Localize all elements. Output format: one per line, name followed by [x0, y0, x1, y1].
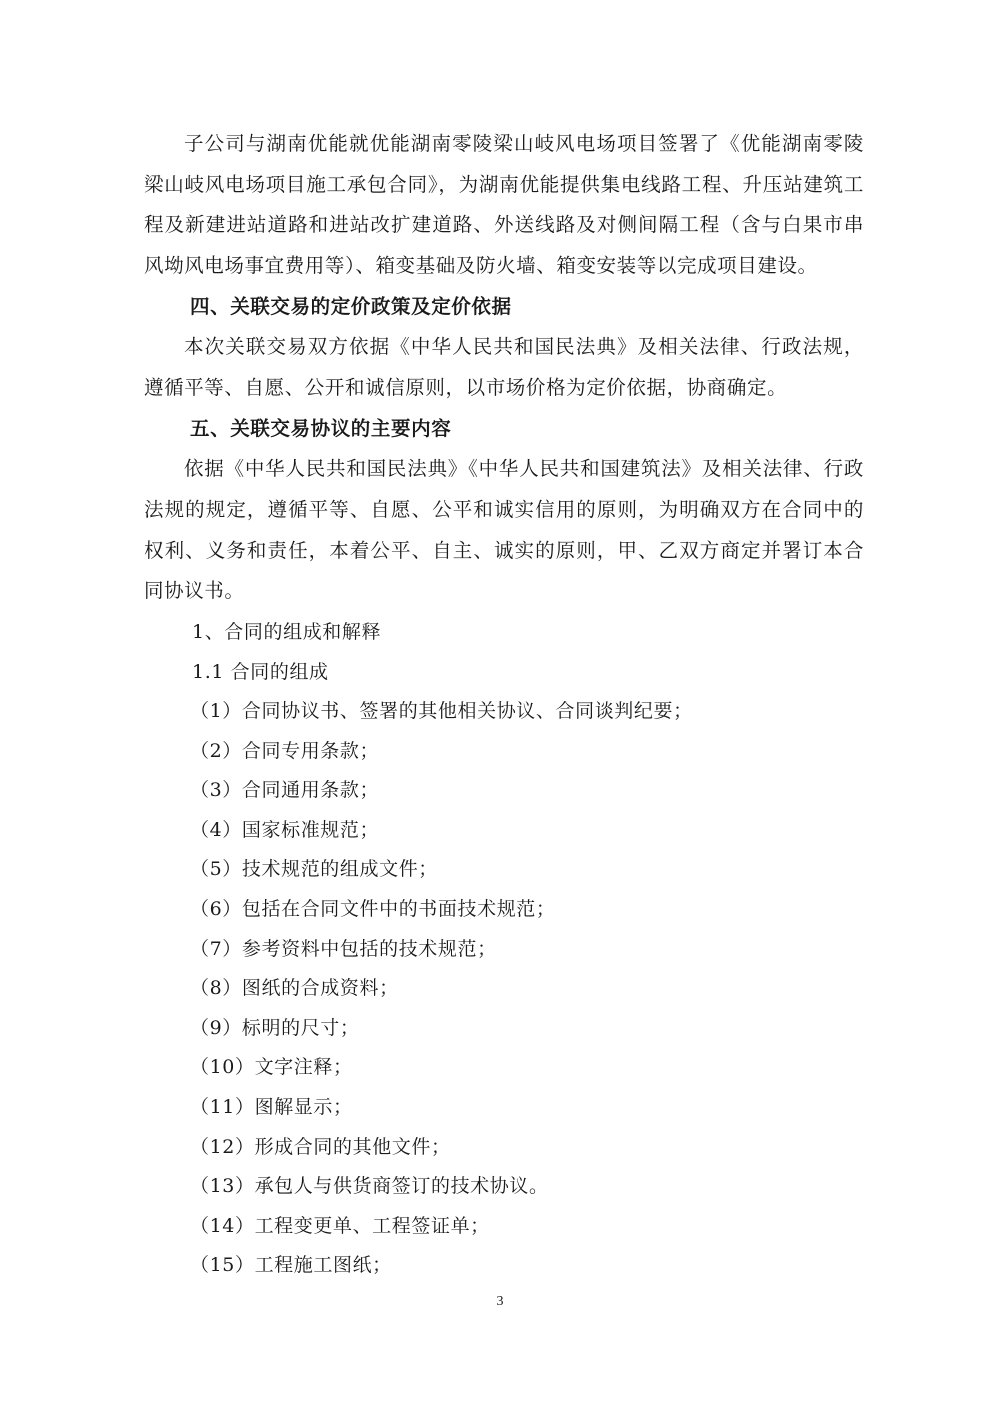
page-number: 3 [496, 1294, 504, 1309]
list-item: （8）图纸的合成资料； [190, 977, 399, 1000]
list-item: （4）国家标准规范； [190, 818, 380, 841]
section-5-body: 依据《中华人民共和国民法典》《中华人民共和国建筑法》及相关法律、行政法规的规定，遵循平等、自愿、公平和诚实信用的原则，为明确双方在合同中的权利、义务和责任，本着公平、自主、诚实的原则，甲、乙双方商定并署订本合同协议书。 [144, 457, 864, 603]
list-item: （10）文字注释； [190, 1056, 353, 1079]
list-item: （12）形成合同的其他文件； [190, 1135, 451, 1158]
list-item: （15）工程施工图纸； [190, 1254, 392, 1277]
page-content [144, 124, 864, 1286]
list-item: （7）参考资料中包括的技术规范； [190, 937, 497, 960]
list-item: （5）技术规范的组成文件； [190, 858, 438, 881]
list-item: （6）包括在合同文件中的书面技术规范； [190, 898, 556, 920]
contract-components-list [144, 692, 864, 1286]
list-item: （1）合同协议书、签署的其他相关协议、合同谈判纪要； [190, 700, 693, 723]
list-item: （3）合同通用条款； [190, 779, 380, 802]
section-4-heading: 四、关联交易的定价政策及定价依据 [190, 294, 512, 318]
section-4-body: 本次关联交易双方依据《中华人民共和国民法典》及相关法律、行政法规，遵循平等、自愿、公开和诚信原则，以市场价格为定价依据，协商确定。 [144, 335, 864, 400]
list-item: （13）承包人与供货商签订的技术协议。 [190, 1175, 549, 1198]
list-item: （11）图解显示； [190, 1095, 353, 1118]
list-item: （2）合同专用条款； [190, 739, 380, 762]
list-item: （9）标明的尺寸； [190, 1016, 360, 1039]
list-item: （14）工程变更单、工程签证单； [190, 1214, 490, 1237]
intro-paragraph: 子公司与湖南优能就优能湖南零陵梁山岐风电场项目签署了《优能湖南零陵梁山岐风电场项目施工承包合同》，为湖南优能提供集电线路工程、升压站建筑工程及新建进站道路和进站改扩建道路、外送线路及对侧间隔工程（含与白果市串风坳风电场事宜费用等）、箱变基础及防火墙、箱变安装等以完成项目建设。 [144, 132, 864, 278]
section-5-heading: 五、关联交易协议的主要内容 [190, 416, 452, 440]
subsection-1-title: 1、合同的组成和解释 [192, 621, 382, 644]
subsection-1-1-title: 1.1 合同的组成 [192, 661, 329, 684]
